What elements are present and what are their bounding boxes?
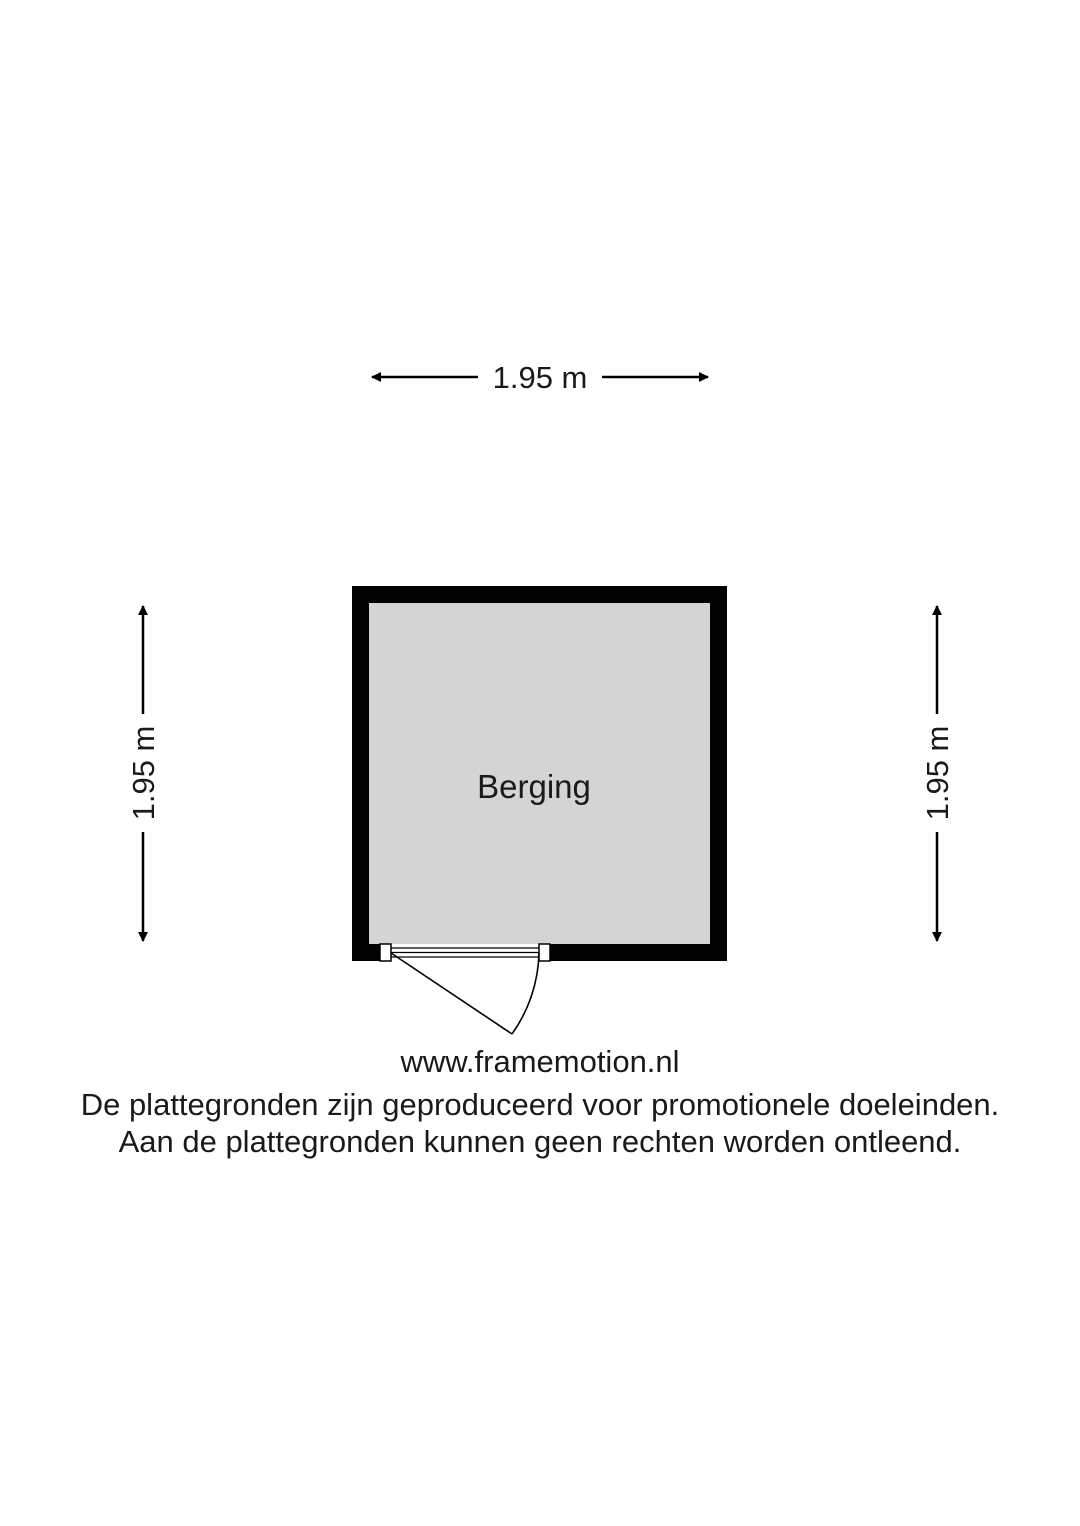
- room-berging: [352, 586, 727, 961]
- door-jamb-right: [539, 944, 550, 961]
- door-leaf: [391, 953, 512, 1034]
- door-jamb-left: [380, 944, 391, 961]
- wall-bottom-right: [550, 944, 727, 961]
- wall-left: [352, 586, 369, 961]
- door: [380, 944, 550, 1034]
- footer-disclaimer-line-2: Aan de plattegronden kunnen geen rechten worden ontleend.: [118, 1124, 962, 1159]
- room-label: Berging: [477, 768, 591, 805]
- dimension-right-label: 1.95 m: [920, 725, 955, 821]
- footer-website-url: www.framemotion.nl: [400, 1044, 680, 1079]
- dimension-top: [372, 360, 708, 395]
- dimension-left: [126, 606, 161, 941]
- dimension-top-label: 1.95 m: [492, 360, 588, 395]
- footer-disclaimer-line-1: De plattegronden zijn geproduceerd voor promotionele doeleinden.: [80, 1087, 1000, 1122]
- wall-top: [352, 586, 727, 603]
- wall-bottom-left: [352, 944, 380, 961]
- dimension-left-label: 1.95 m: [126, 725, 161, 821]
- wall-right: [710, 586, 727, 961]
- door-swing-arc: [512, 953, 539, 1034]
- dimension-right: [920, 606, 955, 941]
